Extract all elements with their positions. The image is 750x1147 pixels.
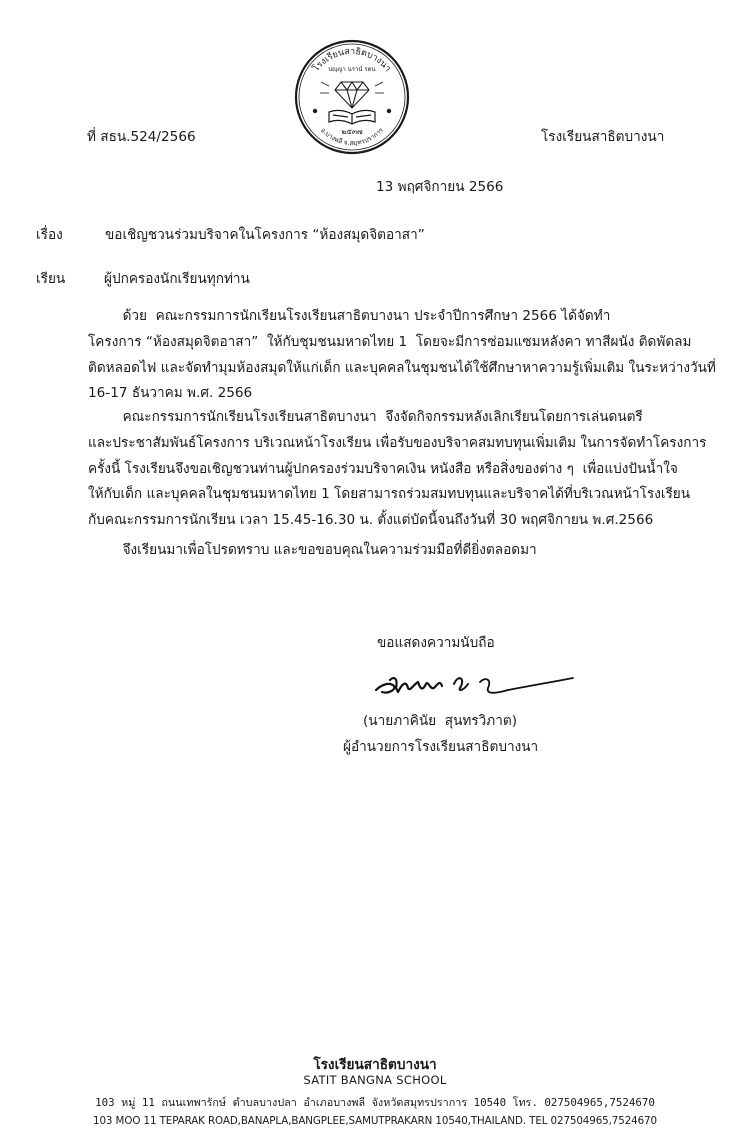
letter-date: 13 พฤศจิกายน 2566	[376, 179, 504, 195]
paragraph-line: 16-17 ธันวาคม พ.ศ. 2566	[88, 385, 253, 402]
body-paragraph-3	[88, 538, 728, 564]
paragraph-line: และประชาสัมพันธ์โครงการ บริเวณหน้าโรงเรียน เพื่อรับของบริจาคสมทบทุนเพิ่มเติม ในการจัดทำโครงการ	[88, 434, 707, 451]
seal-bottom-text: อ.บางพลี จ.สมุทรปราการ	[319, 126, 385, 148]
book-icon	[329, 110, 375, 124]
seal-motto: ปญฺญา นรานํ รตน	[328, 66, 376, 73]
footer-school-name-th: โรงเรียนสาธิตบางนา	[313, 1057, 437, 1073]
rays-icon	[320, 82, 384, 93]
subject-label: เรื่อง	[36, 227, 63, 243]
footer-school-name-en: SATIT BANGNA SCHOOL	[303, 1073, 447, 1087]
footer-address-en: 103 MOO 11 TEPARAK ROAD,BANAPLA,BANGPLEE,SAMUTPRAKARN 10540,THAILAND. TEL 027504965,7524670	[93, 1115, 657, 1127]
body-paragraph-1	[88, 304, 728, 407]
subject-text: ขอเชิญชวนร่วมบริจาคในโครงการ “ห้องสมุดจิตอาสา”	[105, 227, 425, 243]
paragraph-line: คณะกรรมการนักเรียนโรงเรียนสาธิตบางนา จึงจัดกิจกรรมหลังเลิกเรียนโดยการเล่นดนตรี	[88, 409, 643, 425]
paragraph-line: ครั้งนี้ โรงเรียนจึงขอเชิญชวนท่านผู้ปกครองร่วมบริจาคเงิน หนังสือ หรือสิ่งของต่าง ๆ เพื่อแบ่งปันน้ำใจ	[88, 460, 678, 477]
recipient-label: เรียน	[36, 271, 66, 287]
reference-number: ที่ สธน.524/2566	[87, 129, 196, 145]
paragraph-line: ให้กับเด็ก และบุคคลในชุมชนมหาดไทย 1 โดยสามารถร่วมสมทบทุนและบริจาคได้ที่บริเวณหน้าโรงเรียน	[88, 486, 691, 503]
closing-text: ขอแสดงความนับถือ	[377, 635, 495, 651]
paragraph-line: กับคณะกรรมการนักเรียน เวลา 15.45-16.30 น. ตั้งแต่บัดนี้จนถึงวันที่ 30 พฤศจิกายน พ.ศ.2566	[88, 512, 654, 529]
body-paragraph-2	[88, 405, 728, 534]
recipient-text: ผู้ปกครองนักเรียนทุกท่าน	[104, 271, 250, 287]
sender-name: โรงเรียนสาธิตบางนา	[541, 129, 665, 145]
seal-year: ๒๕๓๗	[341, 127, 363, 136]
seal-top-text: โรงเรียนสาธิตบางนา	[311, 46, 393, 74]
signatory-position: ผู้อำนวยการโรงเรียนสาธิตบางนา	[343, 739, 539, 755]
handwritten-signature	[368, 666, 580, 704]
paragraph-line: ด้วย คณะกรรมการนักเรียนโรงเรียนสาธิตบางนา ประจำปีการศึกษา 2566 ได้จัดทำ	[88, 308, 611, 324]
diamond-icon	[335, 82, 369, 108]
paragraph-line: ติดหลอดไฟ และจัดทำมุมห้องสมุดให้แก่เด็ก และบุคคลในชุมชนได้ใช้ศึกษาหาความรู้เพิ่มเติม ในระหว่างวันที่	[88, 359, 716, 376]
paragraph-line: จึงเรียนมาเพื่อโปรดทราบ และขอขอบคุณในความร่วมมือที่ดียิ่งตลอดมา	[88, 542, 537, 558]
footer-address-th: 103 หมู่ 11 ถนนเทพารักษ์ ตำบลบางปลา อำเภอบางพลี จังหวัดสมุทรปราการ 10540 โทร. 027504965,7524670	[95, 1096, 655, 1109]
school-seal	[293, 38, 411, 156]
signatory-name: (นายภาคินัย สุนทรวิภาต)	[363, 713, 517, 729]
paragraph-line: โครงการ “ห้องสมุดจิตอาสา” ให้กับชุมชนมหาดไทย 1 โดยจะมีการซ่อมแซมหลังคา ทาสีผนัง ติดพัดลม	[88, 333, 692, 350]
